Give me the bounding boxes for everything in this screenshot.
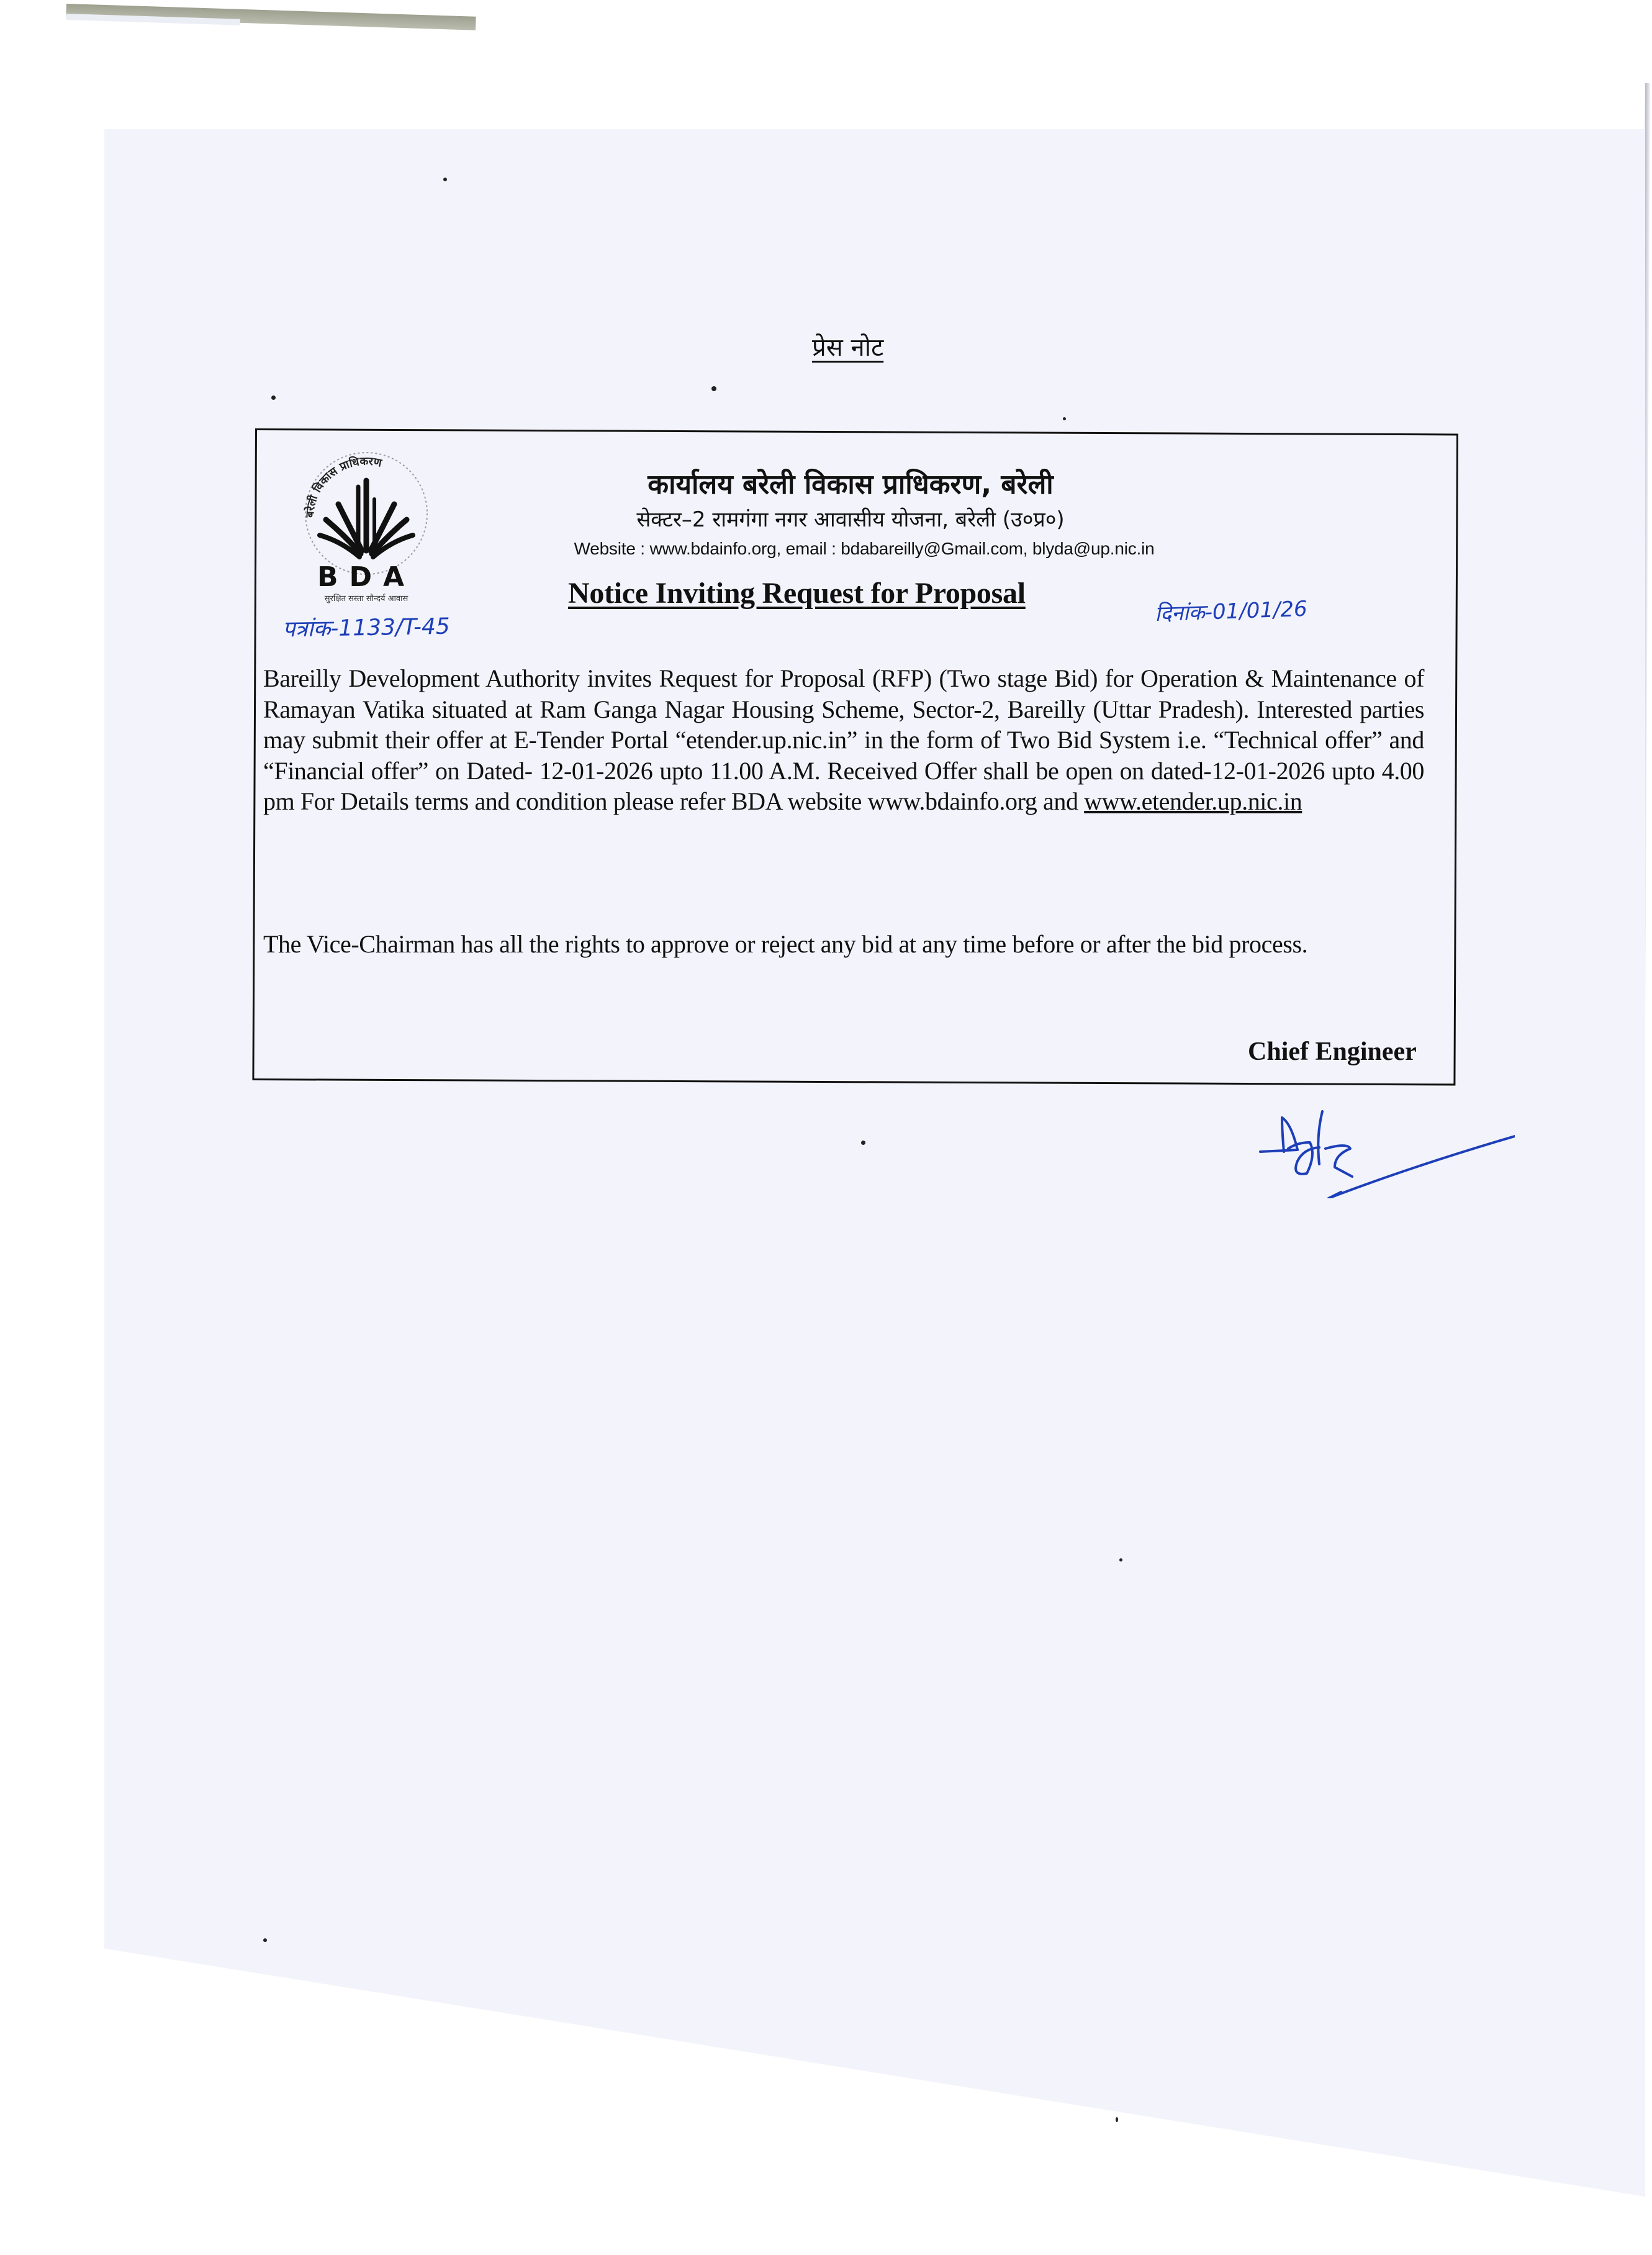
- office-address: सेक्टर–2 रामगंगा नगर आवासीय योजना, बरेली (उ०प्र०): [636, 507, 1065, 532]
- scan-speck: [711, 386, 716, 391]
- press-note-heading: प्रेस नोट: [812, 333, 884, 362]
- logo-arc-text: बरेली विकास प्राधिकरण: [303, 454, 383, 518]
- logo-motto: सुरक्षित सस्ता सौन्दर्य आवास: [324, 594, 408, 603]
- vice-chairman-rights-paragraph: The Vice-Chairman has all the rights to approve or reject any bid at any time before or after the bid process.: [263, 930, 1308, 958]
- signatory-title: Chief Engineer: [1248, 1037, 1417, 1066]
- handwritten-reference-number: पत्रांक-1133/T-45: [282, 613, 451, 643]
- scan-speck: [271, 395, 276, 400]
- scan-speck: [263, 1938, 267, 1942]
- scan-speck: [1116, 2117, 1118, 2122]
- office-name: कार्यालय बरेली विकास प्राधिकरण, बरेली: [648, 469, 1054, 500]
- bda-logo: [282, 448, 450, 603]
- notice-body-paragraph: [263, 663, 1424, 817]
- office-contact: Website : www.bdainfo.org, email : bdabareilly@Gmail.com, blyda@up.nic.in: [574, 539, 1155, 558]
- scan-speck: [1119, 1558, 1122, 1561]
- notice-body-text: Bareilly Development Authority invites Request for Proposal (RFP) (Two stage Bid) for Operation & Maintenance of Ramayan Vatika situated at Ram Ganga Nagar Housing Scheme, Sector-2, Bareilly (Uttar Pradesh). Interested parties may submit their offer at E-Tender Portal “etender.up.nic.in” in the form of Two Bid System i.e. “Technical offer” and “Financial offer” on Dated- 12-01-2026 upto 11.00 A.M. Received Offer shall be open on dated-12-01-2026 upto 4.00 pm For Details terms and condition please refer BDA website www.bdainfo.org and: [263, 664, 1424, 815]
- notice-title: Notice Inviting Request for Proposal: [568, 577, 1026, 610]
- scan-speck: [1063, 417, 1066, 420]
- etender-link[interactable]: www.etender.up.nic.in: [1084, 787, 1302, 815]
- handwritten-date: दिनांक-01/01/26: [1154, 596, 1308, 627]
- scan-speck: [443, 178, 447, 181]
- handwritten-signature: [1254, 1105, 1515, 1198]
- scan-speck: [861, 1141, 865, 1145]
- logo-initials: BDA: [317, 561, 416, 593]
- logo-emblem: [320, 481, 413, 557]
